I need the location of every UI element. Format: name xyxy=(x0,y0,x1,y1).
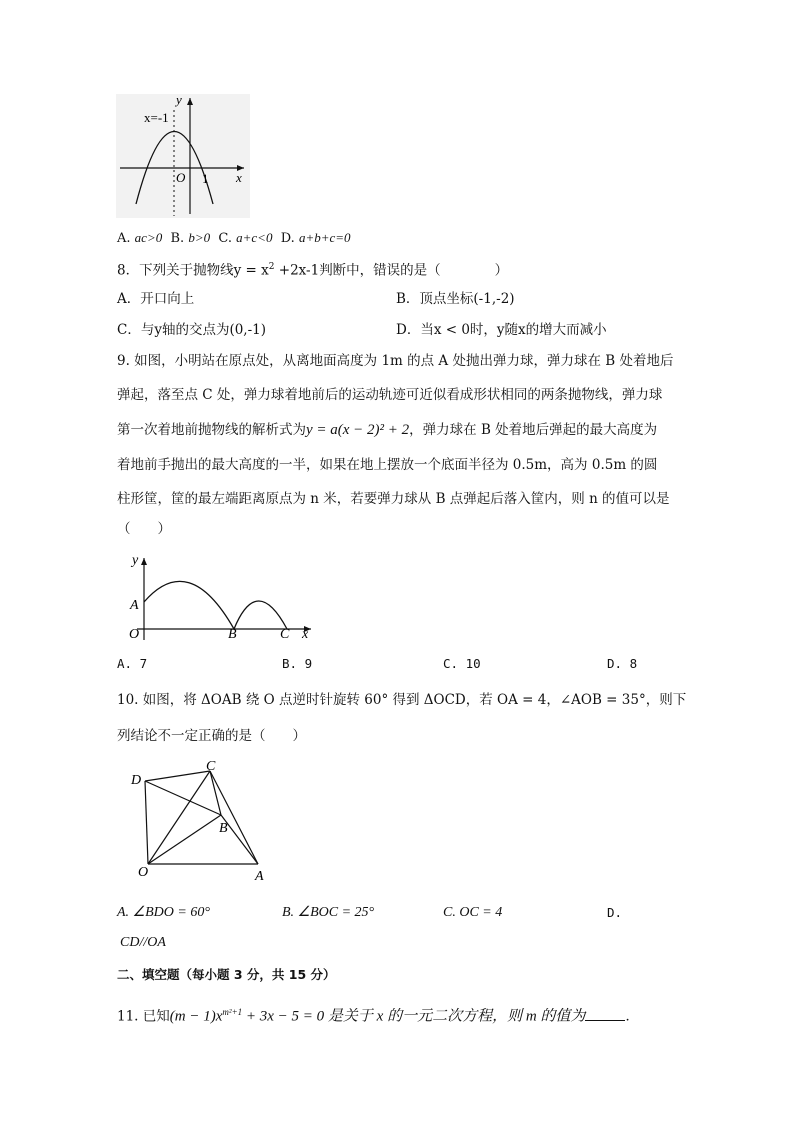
q9-label-c: C xyxy=(280,627,290,642)
q9-line-3-post: ，弹力球在 B 处着地后弹起的最大高度为 xyxy=(409,422,658,438)
q10-seg-dc xyxy=(145,771,210,781)
q10-seg-ob xyxy=(148,815,221,864)
q11-answer-blank[interactable] xyxy=(585,1008,625,1021)
q10-seg-db xyxy=(145,781,221,815)
q9-option-b: B. 9 xyxy=(282,656,313,671)
q7-option-d-text: a+b+c=0 xyxy=(298,230,351,245)
q11-stem xyxy=(117,1003,639,1026)
q9-label-o: O xyxy=(129,627,140,642)
q8-stem-post: +2x-1判断中，错误的是（ ） xyxy=(274,262,509,279)
q10-label-b: B xyxy=(219,821,228,836)
q9-label-b: B xyxy=(228,627,237,642)
q9-option-c: C. 10 xyxy=(443,656,481,671)
q7-label-y: y xyxy=(176,94,182,107)
q10-label-o: O xyxy=(138,865,149,880)
q7-option-d-label: D. xyxy=(280,231,295,246)
q9-first-arc xyxy=(144,581,234,629)
q9-paren: （ ） xyxy=(117,521,171,537)
q7-option-b-text: b>0 xyxy=(188,230,211,245)
q7-label-1: 1 xyxy=(202,171,209,186)
q7-option-a-label: A. xyxy=(117,231,131,246)
q7-option-b-label: B. xyxy=(170,231,185,246)
q11-formula: (m − 1)x xyxy=(169,1008,223,1025)
q8-number: 8． xyxy=(117,262,140,279)
section-2-title: 二、填空题（每小题 3 分，共 15 分） xyxy=(117,967,336,982)
q11-post: ． xyxy=(625,1008,639,1025)
q11-sup: m²+1 xyxy=(222,1007,243,1017)
q10-option-d: D. xyxy=(607,905,623,920)
q10-seg-cb xyxy=(210,771,221,815)
q7-parabola-graph xyxy=(116,94,250,218)
q8-stem-sup: 2 xyxy=(268,262,275,272)
q8-stem-pre: 下列关于抛物线y = x xyxy=(139,262,269,279)
q9-label-x: x xyxy=(302,627,309,642)
q9-second-arc xyxy=(234,601,287,629)
q8-option-b: B．顶点坐标(-1,-2) xyxy=(396,291,515,307)
q8-option-c: C．与y轴的交点为(0,-1) xyxy=(117,322,267,338)
q8-option-a: A．开口向上 xyxy=(117,291,195,307)
q10-option-d-text: CD//OA xyxy=(120,935,166,950)
q7-option-c-text: a+c<0 xyxy=(236,230,273,245)
q10-seg-oc xyxy=(148,771,210,864)
q10-option-c: C. OC = 4 xyxy=(443,905,503,920)
q7-option-a-text: ac>0 xyxy=(134,230,163,245)
q8-stem xyxy=(117,258,508,280)
q10-option-b: B. ∠BOC = 25° xyxy=(282,905,375,920)
q11-mid: + 3x − 5 = 0 是关于 x 的一元二次方程，则 m 的值为 xyxy=(242,1008,586,1025)
q7-option-c-label: C. xyxy=(218,231,232,246)
q7-options xyxy=(117,229,351,248)
q10-rotation-graph xyxy=(128,758,278,884)
q9-line-2: 弹起，落至点 C 处，弹力球着地前后的运动轨迹可近似看成形状相同的两条抛物线，弹力球 xyxy=(117,387,663,403)
q10-label-d: D xyxy=(131,773,142,788)
q8-option-d: D．当x < 0时，y随x的增大而减小 xyxy=(396,322,607,338)
q9-line-5: 柱形筐，筐的最左端距离原点为 n 米，若要弹力球从 B 点弹起后落入筐内，则 n 的值可以是 xyxy=(117,491,670,507)
q10-line-2: 列结论不一定正确的是（ ） xyxy=(117,728,306,744)
q9-option-a: A. 7 xyxy=(117,656,148,671)
q9-bounce-graph xyxy=(117,548,317,644)
q9-line-4: 着地前手抛出的最大高度的一半，如果在地上摆放一个底面半径为 0.5m，高为 0.5m 的圆 xyxy=(117,457,658,473)
q9-line-3 xyxy=(117,421,657,439)
q7-label-x: x xyxy=(236,170,242,185)
q7-label-axis: x=-1 xyxy=(144,110,169,125)
q10-line-1: 10. 如图，将 ΔOAB 绕 O 点逆时针旋转 60° 得到 ΔOCD，若 OA = 4，∠AOB = 35°，则下 xyxy=(117,692,687,708)
q9-label-y: y xyxy=(132,553,139,568)
q11-pre: 11. 已知 xyxy=(117,1008,170,1025)
q7-label-o: O xyxy=(176,170,186,185)
q9-label-a: A xyxy=(130,598,139,613)
q10-option-a: A. ∠BDO = 60° xyxy=(117,905,210,920)
q10-seg-od xyxy=(145,781,148,864)
q9-option-d: D. 8 xyxy=(607,656,638,671)
q9-line-3-pre: 第一次着地前抛物线的解析式为 xyxy=(117,422,306,438)
q9-line-1: 9. 如图，小明站在原点处，从离地面高度为 1m 的点 A 处抛出弹力球，弹力球在 B 处着地后 xyxy=(117,353,674,369)
q10-label-a: A xyxy=(255,869,264,884)
q10-label-c: C xyxy=(206,759,216,774)
q9-formula: y = a(x − 2)² + 2 xyxy=(306,422,410,438)
